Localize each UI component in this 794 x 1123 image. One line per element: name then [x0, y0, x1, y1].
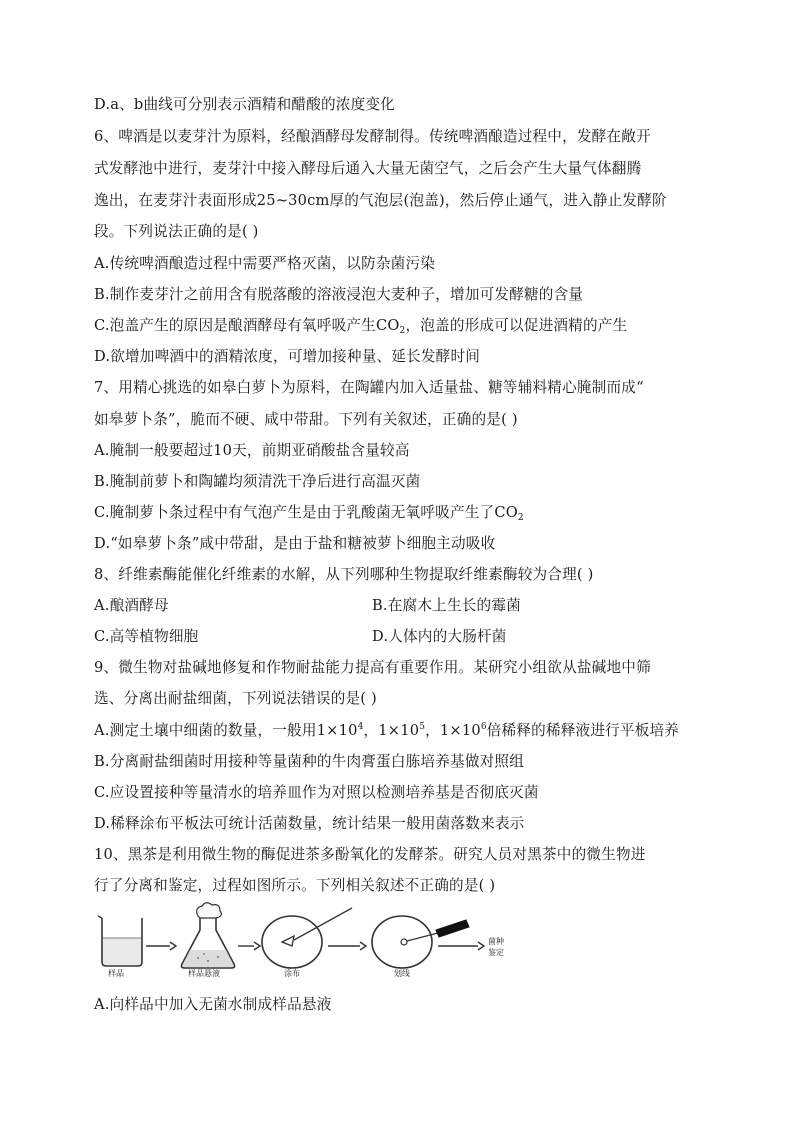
q8-option-b: B.在腐木上生长的霉菌: [372, 597, 521, 614]
arrow-icon: [438, 942, 484, 950]
q9-exponent-1: 4: [357, 722, 364, 732]
q8-stem: 8、纤维素酶能催化纤维素的水解，从下列哪种生物提取纤维素酶较为合理( ): [94, 566, 594, 583]
q6-option-c-subscript: 2: [399, 326, 406, 336]
q5-option-d: D.a、b曲线可分别表示酒精和醋酸的浓度变化: [94, 96, 395, 113]
q8-options-row-2: [94, 627, 507, 647]
q9-option-a-text-3: ，1×10: [425, 722, 481, 739]
q7-option-b: B.腌制前萝卜和陶罐均须清洗干净后进行高温灭菌: [94, 473, 421, 490]
q9-option-a-text-2: ，1×10: [363, 722, 420, 739]
q10-stem-line-2: 行了分离和鉴定，过程如图所示。下列相关叙述不正确的是( ): [94, 877, 496, 894]
label-identification-1: 菌种: [488, 937, 504, 946]
q6-option-c: [94, 316, 627, 336]
q6-option-a: A.传统啤酒酿造过程中需要严格灭菌，以防杂菌污染: [94, 255, 436, 272]
q8-option-a: A.酿酒酵母: [94, 597, 169, 614]
q8-option-c: C.高等植物细胞: [94, 628, 199, 645]
streak-plate-icon: [372, 916, 469, 968]
flask-icon: [181, 903, 234, 968]
q9-exponent-2: 5: [419, 722, 426, 732]
q7-option-d: D.“如皋萝卜条”咸中带甜，是由于盐和糖被萝卜细胞主动吸收: [94, 535, 496, 552]
q9-option-c: C.应设置接种等量清水的培养皿作为对照以检测培养基是否彻底灭菌: [94, 784, 539, 801]
q6-stem-line-4: 段。下列说法正确的是( ): [94, 223, 259, 240]
q8-options-row-1: [94, 596, 521, 616]
q7-stem-line-2: 如皋萝卜条”，脆而不硬、咸中带甜。下列有关叙述，正确的是( ): [94, 411, 518, 428]
arrow-icon: [328, 942, 366, 950]
q6-option-d: D.欲增加啤酒中的酒精浓度，可增加接种量、延长发酵时间: [94, 348, 481, 365]
q9-option-a-text: A.测定土壤中细菌的数量，一般用1×10: [94, 722, 358, 739]
arrow-icon: [238, 942, 260, 950]
q6-stem-line-2: 式发酵池中进行，麦芽汁中接入酵母后通入大量无菌空气，之后会产生大量气体翻腾: [94, 160, 642, 177]
q9-option-b: B.分离耐盐细菌时用接种等量菌种的牛肉膏蛋白胨培养基做对照组: [94, 753, 524, 770]
q8-option-d: D.人体内的大肠杆菌: [372, 628, 507, 645]
q6-stem-line-3: 逸出，在麦芽汁表面形成25~30cm厚的气泡层(泡盖)，然后停止通气，进入静止发酵阶: [94, 192, 667, 209]
label-identification-2: 鉴定: [488, 948, 504, 957]
arrow-icon: [146, 942, 176, 950]
label-streak: 划线: [394, 969, 410, 978]
q7-stem-line-1: 7、用精心挑选的如皋白萝卜为原料，在陶罐内加入适量盐、糖等辅料精心腌制而成“: [94, 379, 644, 396]
q6-option-c-text-2: ，泡盖的形成可以促进酒精的产生: [405, 317, 628, 334]
q10-process-diagram: [94, 900, 534, 980]
q7-option-c: [94, 503, 524, 523]
label-spread: 涂布: [284, 969, 300, 978]
spread-plate-icon: [262, 908, 352, 968]
label-sample: 样品: [108, 969, 124, 978]
q6-stem-line-1: 6、啤酒是以麦芽汁为原料，经酿酒酵母发酵制得。传统啤酒酿造过程中，发酵在敞开: [94, 128, 651, 145]
q6-option-c-text: C.泡盖产生的原因是酿酒酵母有氧呼吸产生CO: [94, 317, 400, 334]
q7-option-a: A.腌制一般要超过10天，前期亚硝酸盐含量较高: [94, 442, 410, 459]
q7-option-c-text: C.腌制萝卜条过程中有气泡产生是由于乳酸菌无氧呼吸产生了CO: [94, 504, 518, 521]
beaker-icon: [98, 916, 142, 966]
label-sample-suspension: 样品悬液: [188, 969, 220, 978]
q9-stem-line-1: 9、微生物对盐碱地修复和作物耐盐能力提高有重要作用。某研究小组欲从盐碱地中筛: [94, 659, 651, 676]
q9-stem-line-2: 选、分离出耐盐细菌，下列说法错误的是( ): [94, 690, 377, 707]
q10-option-a: A.向样品中加入无菌水制成样品悬液: [94, 996, 332, 1013]
q7-option-c-subscript: 2: [517, 513, 524, 523]
q9-exponent-3: 6: [480, 722, 487, 732]
q9-option-a: [94, 721, 679, 741]
q6-option-b: B.制作麦芽汁之前用含有脱落酸的溶液浸泡大麦种子，增加可发酵糖的含量: [94, 286, 584, 303]
q9-option-a-text-4: 倍稀释的稀释液进行平板培养: [486, 722, 680, 739]
q9-option-d: D.稀释涂布平板法可统计活菌数量，统计结果一般用菌落数来表示: [94, 815, 525, 832]
q10-stem-line-1: 10、黑茶是利用微生物的酶促进茶多酚氧化的发酵茶。研究人员对黑茶中的微生物进: [94, 846, 646, 863]
